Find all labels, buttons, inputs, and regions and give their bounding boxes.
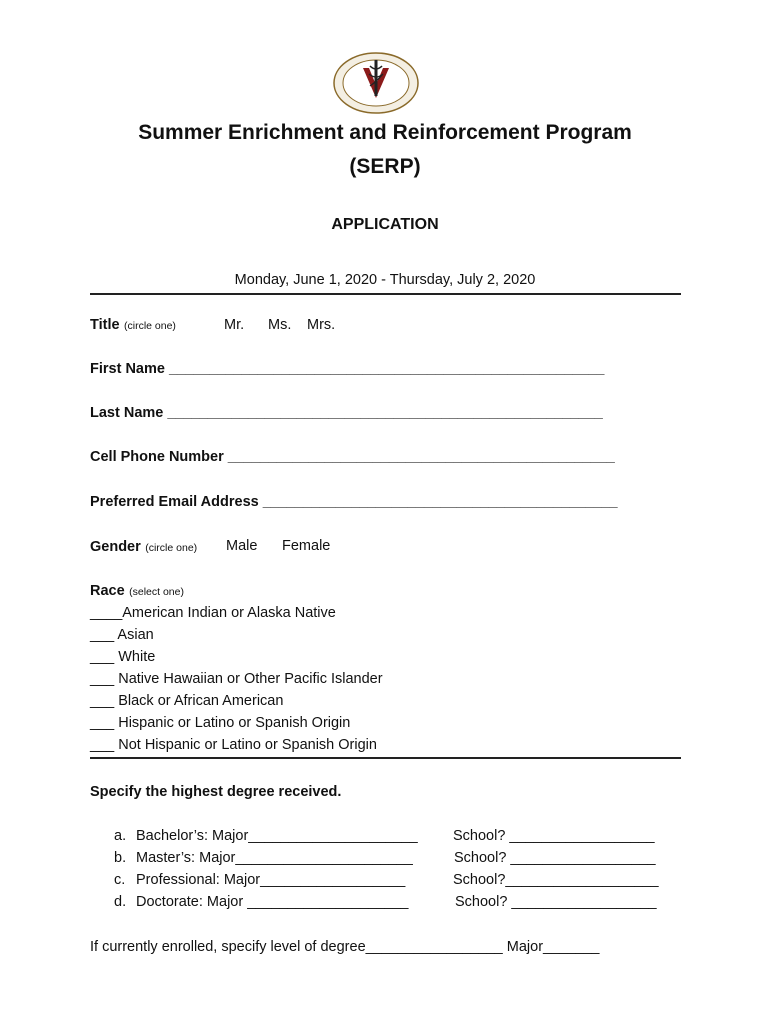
- race-heading: [90, 582, 184, 600]
- degree-letter-a: a.: [114, 828, 127, 844]
- doctorate-major-field[interactable]: Doctorate: Major ____________________: [136, 894, 409, 910]
- title-option-ms[interactable]: Ms.: [268, 317, 292, 333]
- race-label: Race: [90, 583, 125, 599]
- professional-major-field[interactable]: Professional: Major__________________: [136, 872, 406, 888]
- race-option-hispanic[interactable]: ___ Hispanic or Latino or Spanish Origin: [90, 715, 351, 731]
- title-label: Title: [90, 317, 120, 333]
- race-option-black[interactable]: ___ Black or African American: [90, 693, 284, 709]
- email-field[interactable]: Preferred Email Address ____________________________________________: [90, 494, 618, 510]
- gender-option-female[interactable]: Female: [282, 538, 331, 554]
- program-dates: Monday, June 1, 2020 - Thursday, July 2, 2020: [234, 272, 536, 288]
- race-option-asian[interactable]: ___ Asian: [90, 627, 154, 643]
- race-option-white[interactable]: ___ White: [90, 649, 156, 665]
- program-title: Summer Enrichment and Reinforcement Program: [138, 121, 632, 144]
- masters-major-field[interactable]: Master’s: Major______________________: [136, 850, 413, 866]
- race-option-american-indian[interactable]: ____American Indian or Alaska Native: [90, 605, 336, 621]
- gender-hint: (circle one): [145, 542, 198, 554]
- title-hint: (circle one): [124, 320, 176, 332]
- gender-label: Gender: [90, 539, 141, 555]
- last-name-field[interactable]: Last Name ______________________________________________________: [90, 405, 603, 421]
- race-option-pacific-islander[interactable]: ___ Native Hawaiian or Other Pacific Islander: [90, 671, 383, 687]
- bachelors-major-field[interactable]: Bachelor’s: Major_____________________: [136, 828, 418, 844]
- race-options-list: [90, 602, 383, 756]
- professional-school-field[interactable]: School?___________________: [453, 872, 659, 888]
- application-heading: APPLICATION: [331, 216, 439, 233]
- race-hint: (select one): [129, 586, 184, 598]
- doctorate-school-field[interactable]: School? __________________: [455, 894, 657, 910]
- gender-option-male[interactable]: Male: [226, 538, 258, 554]
- bachelors-school-field[interactable]: School? __________________: [453, 828, 655, 844]
- race-option-not-hispanic[interactable]: ___ Not Hispanic or Latino or Spanish Origin: [90, 737, 377, 753]
- race-divider: [90, 757, 681, 759]
- university-seal-logo: [333, 52, 419, 114]
- program-acronym: (SERP): [349, 155, 421, 178]
- title-option-mr[interactable]: Mr.: [224, 317, 245, 333]
- degree-letter-c: c.: [114, 872, 126, 888]
- title-option-mrs[interactable]: Mrs.: [307, 317, 336, 333]
- masters-school-field[interactable]: School? __________________: [454, 850, 656, 866]
- title-row: [90, 316, 176, 334]
- current-enrollment-field[interactable]: If currently enrolled, specify level of degree_________________ Major_______: [90, 939, 600, 955]
- degree-letter-b: b.: [114, 850, 127, 866]
- degree-heading: Specify the highest degree received.: [90, 784, 342, 800]
- top-divider: [90, 293, 681, 295]
- first-name-field[interactable]: First Name ______________________________________________________: [90, 361, 605, 377]
- degree-letter-d: d.: [114, 894, 127, 910]
- gender-row: [90, 538, 197, 556]
- cell-phone-field[interactable]: Cell Phone Number ________________________________________________: [90, 449, 615, 465]
